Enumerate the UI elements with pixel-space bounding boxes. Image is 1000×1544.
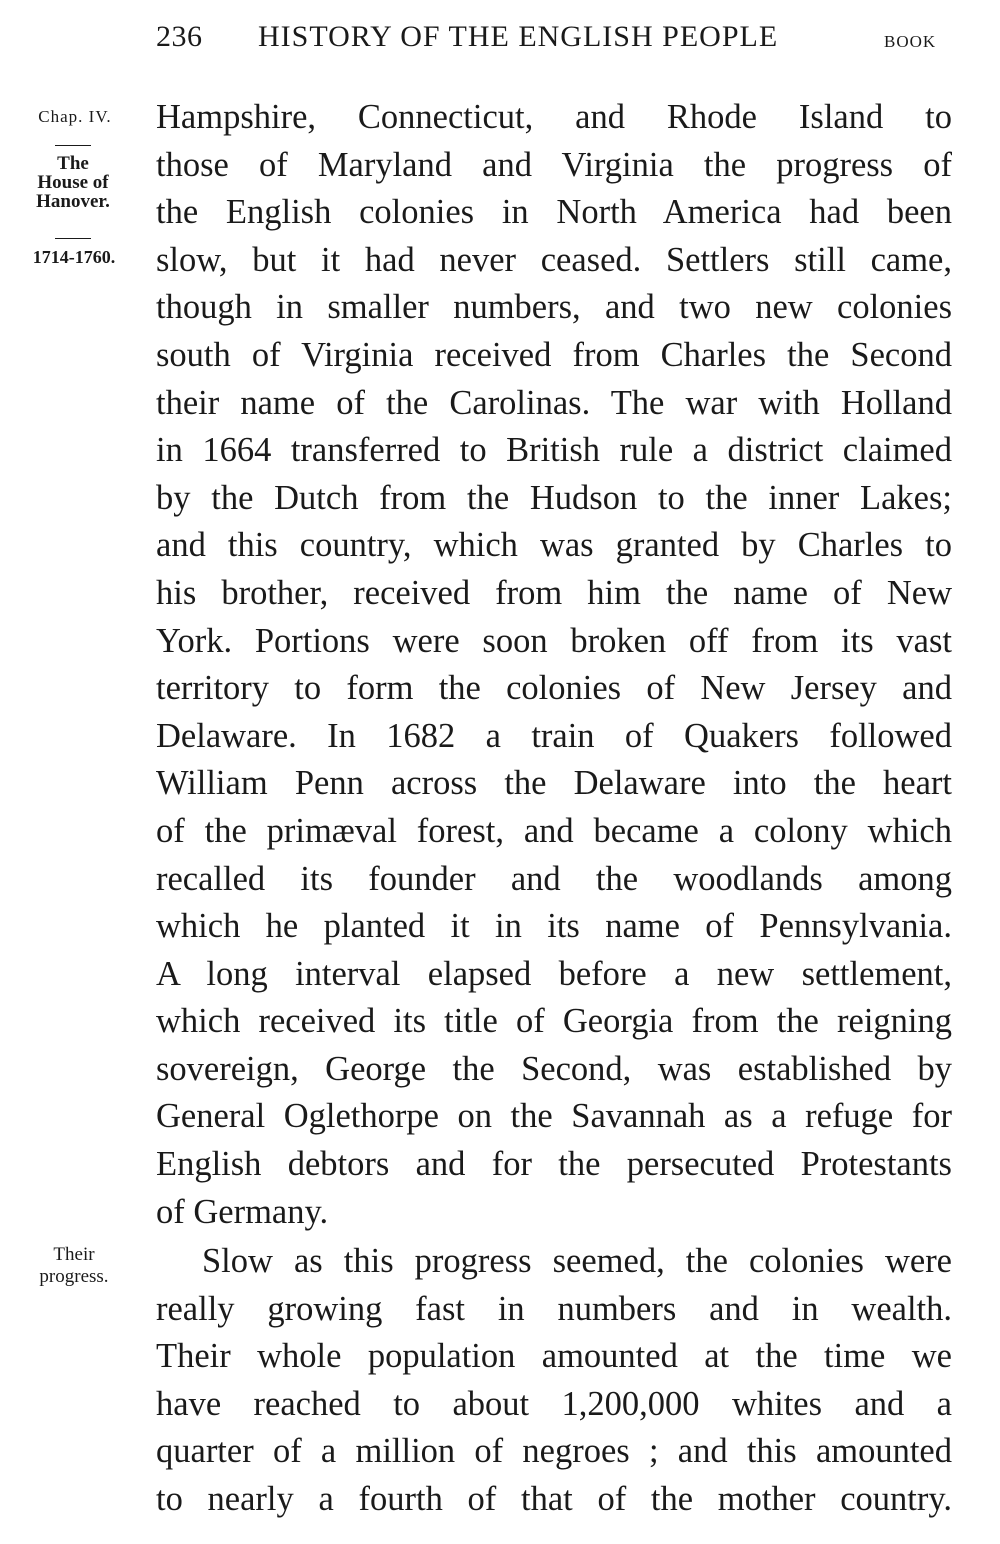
text-line: the English colonies in North America had been bbox=[156, 193, 952, 232]
text-line: recalled its founder and the woodlands among bbox=[156, 859, 952, 898]
running-title: HISTORY OF THE ENGLISH PEOPLE bbox=[258, 20, 779, 53]
text-line: though in smaller numbers, and two new colonies bbox=[156, 288, 952, 327]
section-title-line: House of bbox=[37, 172, 109, 193]
margin-dates: 1714-1760. bbox=[32, 247, 116, 267]
text-line: really growing fast in numbers and in wealth. bbox=[156, 1289, 952, 1328]
text-line: sovereign, George the Second, was established by bbox=[156, 1049, 952, 1088]
margin-rule-bottom bbox=[55, 238, 91, 239]
text-line: Slow as this progress seemed, the colonies were bbox=[202, 1242, 952, 1280]
margin-rule-top bbox=[55, 145, 91, 146]
text-line: York. Portions were soon broken off from its vast bbox=[156, 621, 952, 660]
text-line: south of Virginia received from Charles the Second bbox=[156, 335, 952, 374]
margin-side-note bbox=[18, 1244, 130, 1288]
section-title-line: Hanover. bbox=[36, 191, 110, 212]
margin-chapter-note: Chap. IV. bbox=[38, 107, 112, 126]
text-line: Delaware. In 1682 a train of Quakers followed bbox=[156, 716, 952, 755]
paragraph-2 bbox=[156, 1238, 952, 1524]
side-note-line: progress. bbox=[39, 1265, 109, 1287]
text-line: quarter of a million of negroes ; and this amounted bbox=[156, 1432, 952, 1471]
margin-section-title bbox=[18, 154, 128, 211]
text-line: A long interval elapsed before a new settlement, bbox=[156, 954, 952, 993]
text-line: which he planted it in its name of Pennsylvania. bbox=[156, 907, 952, 946]
text-line: and this country, which was granted by Charles to bbox=[156, 526, 952, 565]
text-line: by the Dutch from the Hudson to the inner Lakes; bbox=[156, 478, 952, 517]
text-line: Their whole population amounted at the time we bbox=[156, 1337, 952, 1376]
text-line: his brother, received from him the name of New bbox=[156, 573, 952, 612]
text-line: English debtors and for the persecuted Protestants bbox=[156, 1145, 952, 1184]
text-line: which received its title of Georgia from the reigning bbox=[156, 1002, 952, 1041]
text-line: slow, but it had never ceased. Settlers still came, bbox=[156, 240, 952, 279]
side-note-line: Their bbox=[53, 1244, 95, 1265]
text-line: those of Maryland and Virginia the progress of bbox=[156, 145, 952, 184]
text-line: of the primæval forest, and became a colony which bbox=[156, 811, 952, 850]
text-line: to nearly a fourth of that of the mother country. bbox=[156, 1479, 952, 1518]
paragraph-1 bbox=[156, 94, 952, 1236]
text-line: Hampshire, Connecticut, and Rhode Island to bbox=[156, 98, 952, 136]
text-line: William Penn across the Delaware into the heart bbox=[156, 764, 952, 803]
text-line: in 1664 transferred to British rule a district claimed bbox=[156, 431, 952, 470]
text-line: have reached to about 1,200,000 whites and a bbox=[156, 1384, 952, 1423]
text-line: General Oglethorpe on the Savannah as a refuge for bbox=[156, 1097, 952, 1136]
page-number: 236 bbox=[156, 20, 203, 53]
text-line: of Germany. bbox=[156, 1192, 329, 1231]
section-title-line: The bbox=[57, 153, 89, 174]
text-line: territory to form the colonies of New Jersey and bbox=[156, 669, 952, 708]
text-line: their name of the Carolinas. The war with Holland bbox=[156, 383, 952, 422]
book-label: BOOK bbox=[884, 32, 937, 51]
